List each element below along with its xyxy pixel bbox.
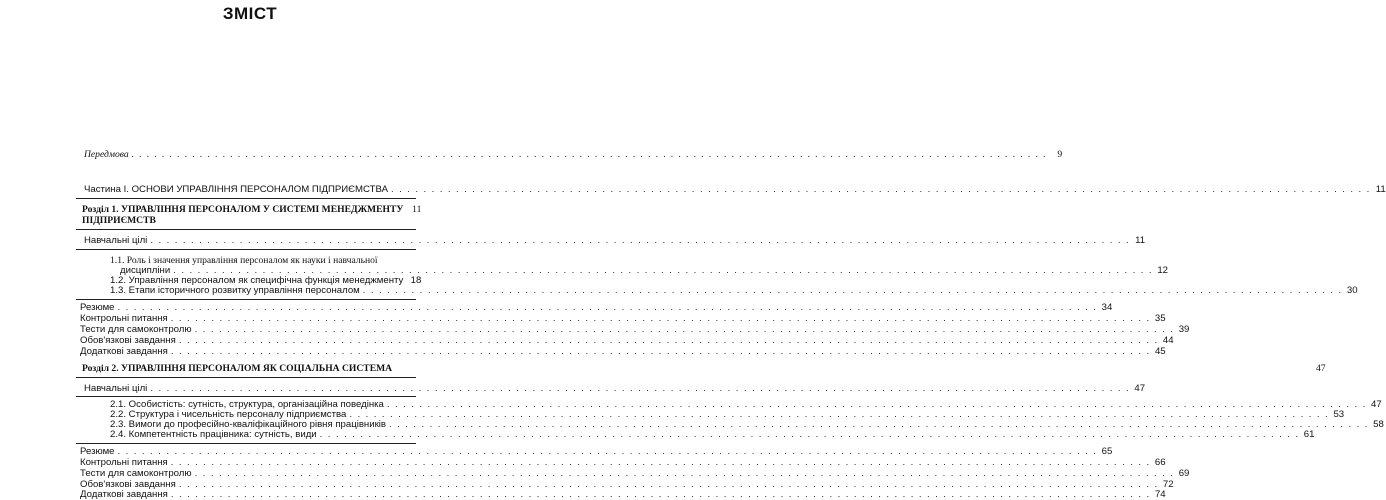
dot-leader	[391, 184, 1371, 195]
dot-leader	[150, 235, 1130, 246]
toc-entry-label: Частина І. ОСНОВИ УПРАВЛІННЯ ПЕРСОНАЛОМ ПІДПРИЄМСТВА	[84, 184, 388, 195]
toc-subentry-2-4	[110, 429, 1315, 440]
toc-entry-page: 35	[1154, 313, 1166, 324]
toc-entry-label: дисципліни	[120, 265, 171, 276]
toc-entry-page: 74	[1154, 489, 1166, 500]
toc-subentry-1-3	[110, 285, 1358, 296]
toc-entry-label: Резюме	[80, 302, 115, 313]
toc-entry-goals	[84, 383, 1146, 394]
dot-leader	[118, 302, 1098, 313]
toc-entry-page: 47	[1134, 383, 1146, 394]
toc-entry-label: Розділ 2. УПРАВЛІННЯ ПЕРСОНАЛОМ ЯК СОЦІАЛЬНА СИСТЕМА	[82, 363, 393, 374]
toc-section-1-heading-continued: ПІДПРИЄМСТВ	[82, 215, 156, 226]
dot-leader	[118, 446, 1098, 457]
toc-entry-preface	[84, 149, 1063, 160]
toc-entry-additional-tasks	[80, 489, 1166, 500]
toc-entry-control-questions	[80, 457, 1166, 468]
toc-entry-label: 2.3. Вимоги до професійно-кваліфікаційного рівня працівників	[110, 419, 387, 430]
dot-leader	[171, 313, 1151, 324]
toc-entry-label: Контрольні питання	[80, 457, 168, 468]
toc-entry-label: Розділ 1. УПРАВЛІННЯ ПЕРСОНАЛОМ У СИСТЕМІ МЕНЕДЖМЕНТУ	[82, 204, 404, 215]
toc-entry-page: 34	[1101, 302, 1113, 313]
toc-entry-label: 1.3. Етапи історичного розвитку управління персоналом	[110, 285, 360, 296]
toc-entry-label: Тести для самоконтролю	[80, 468, 192, 479]
toc-entry-label: 2.2. Структура і чисельність персоналу підприємства	[110, 409, 347, 420]
dot-leader	[179, 335, 1159, 346]
toc-entry-page: 45	[1154, 346, 1166, 357]
toc-entry-page: 58	[1373, 419, 1384, 430]
toc-section-1-heading	[82, 204, 422, 215]
toc-entry-page: 12	[1157, 265, 1168, 276]
toc-entry-page: 11	[1375, 184, 1386, 195]
toc-entry-goals	[84, 235, 1146, 246]
toc-entry-label: Резюме	[80, 446, 115, 457]
dot-leader	[363, 285, 1343, 296]
toc-entry-label: Обов'язкові завдання	[80, 479, 176, 490]
toc-entry-page: 69	[1178, 468, 1190, 479]
toc-entry-page: 39	[1178, 324, 1190, 335]
toc-entry-label: 2.4. Компетентність працівника: сутність, види	[110, 429, 317, 440]
toc-entry-tests	[80, 468, 1190, 479]
toc-entry-control-questions	[80, 313, 1166, 324]
divider	[76, 249, 416, 250]
toc-subentry-1-1-line1: 1.1. Роль і значення управління персоналом як науки і навчальної	[110, 255, 378, 266]
divider	[76, 299, 416, 300]
toc-entry-label: Додаткові завдання	[80, 489, 168, 500]
page-title: ЗМІСТ	[222, 4, 278, 23]
divider	[76, 396, 416, 397]
toc-entry-page: 18	[410, 275, 422, 286]
toc-entry-tests	[80, 324, 1190, 335]
dot-leader	[195, 468, 1175, 479]
toc-entry-page: 11	[412, 204, 422, 215]
toc-entry-page: 11	[1135, 235, 1146, 246]
dot-leader	[171, 489, 1151, 500]
dot-leader	[132, 149, 1047, 160]
toc-entry-label: Навчальні цілі	[84, 235, 148, 246]
toc-entry-mandatory-tasks	[80, 335, 1174, 346]
toc-entry-label: Тести для самоконтролю	[80, 324, 192, 335]
toc-entry-additional-tasks	[80, 346, 1166, 357]
toc-entry-summary	[80, 446, 1113, 457]
dot-leader	[150, 383, 1130, 394]
dot-leader	[195, 324, 1175, 335]
dot-leader	[320, 429, 1300, 440]
toc-entry-page: 72	[1162, 479, 1174, 490]
divider	[76, 377, 416, 378]
toc-entry-page: 30	[1346, 285, 1358, 296]
toc-entry-label: 1.2. Управління персоналом як специфічна функція менеджменту	[110, 275, 404, 286]
divider	[76, 443, 416, 444]
toc-section-2-heading	[82, 363, 1326, 374]
toc-entry-label: Передмова	[84, 149, 129, 160]
divider	[76, 229, 416, 230]
toc-entry-label: 2.1. Особистість: сутність, структура, організаційна поведінка	[110, 399, 384, 410]
dot-leader	[171, 346, 1151, 357]
toc-entry-page: 61	[1303, 429, 1315, 440]
dot-leader	[171, 457, 1151, 468]
toc-entry-summary	[80, 302, 1113, 313]
toc-entry-page: 9	[1057, 149, 1063, 160]
toc-entry-page: 47	[1315, 363, 1326, 374]
toc-entry-page: 65	[1101, 446, 1113, 457]
toc-entry-label: Навчальні цілі	[84, 383, 148, 394]
toc-entry-label: Контрольні питання	[80, 313, 168, 324]
toc-entry-page: 66	[1154, 457, 1166, 468]
divider	[76, 198, 416, 199]
toc-entry-part-1	[84, 184, 1386, 195]
toc-entry-label: Обов'язкові завдання	[80, 335, 176, 346]
toc-entry-label: Додаткові завдання	[80, 346, 168, 357]
toc-entry-page: 47	[1371, 399, 1382, 410]
toc-entry-page: 44	[1162, 335, 1174, 346]
toc-entry-page: 53	[1333, 409, 1345, 420]
